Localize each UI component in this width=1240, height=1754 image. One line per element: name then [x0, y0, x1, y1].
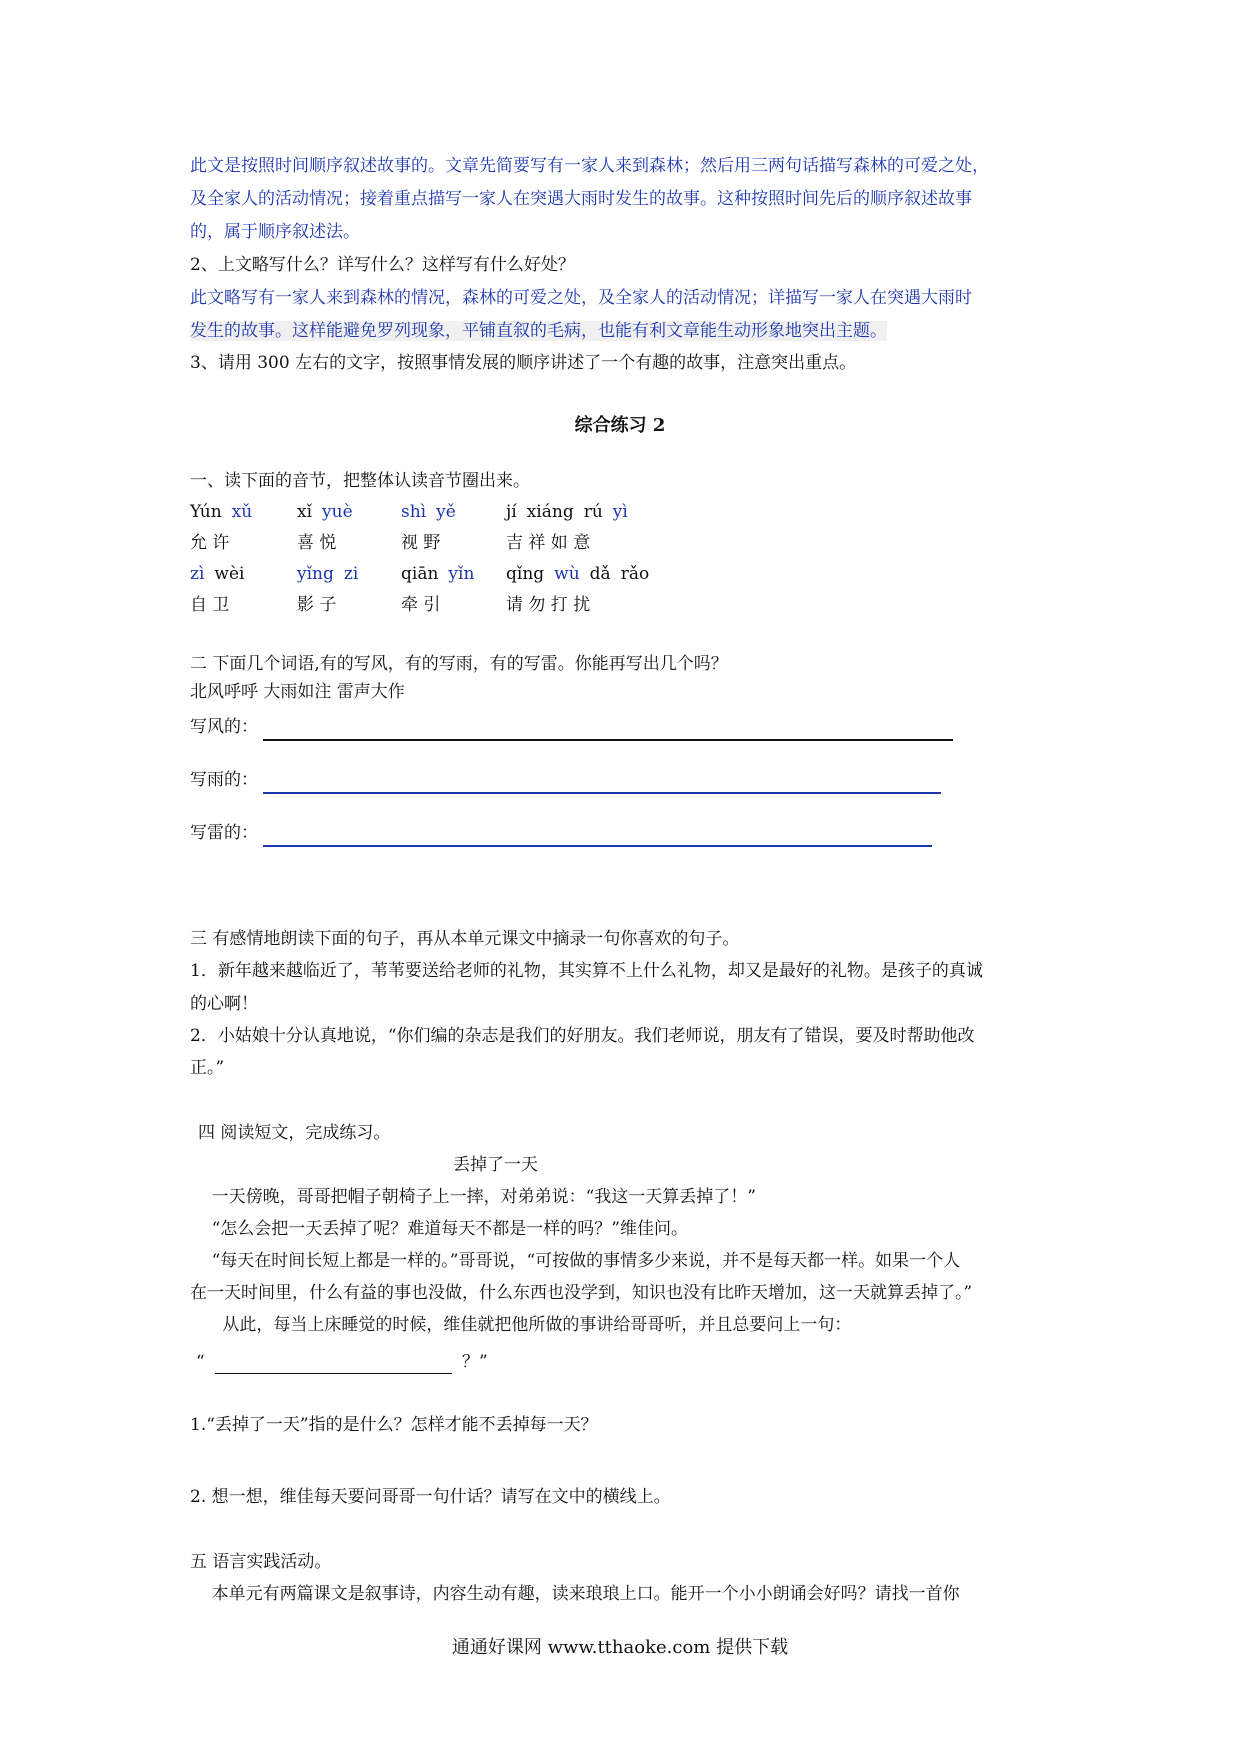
hanzi-cell [506, 528, 706, 559]
pinyin-syllable[interactable]: xiáng [526, 502, 574, 522]
hanzi-word: 视 野 [401, 533, 441, 553]
hanzi-word: 请 勿 打 扰 [506, 595, 591, 615]
pinyin-cell[interactable] [190, 559, 297, 590]
hanzi-cell [401, 590, 506, 621]
hanzi-word: 喜 悦 [297, 533, 337, 553]
answer-blank-line[interactable] [215, 1373, 452, 1374]
story-line: 一天傍晚，哥哥把帽子朝椅子上一摔，对弟弟说：“我这一天算丢掉了！” [190, 1187, 756, 1207]
answer-1-line: 此文是按照时间顺序叙述故事的。文章先简要写有一家人来到森林；然后用三两句话描写森林的可爱之处， [190, 156, 989, 176]
pinyin-syllable[interactable]: wù [554, 564, 580, 584]
section-title: 综合练习 2 [574, 415, 666, 436]
part1-heading: 一、读下面的音节，把整体认读音节圈出来。 [190, 471, 530, 491]
rain-words-field[interactable] [190, 765, 258, 795]
hanzi-row [190, 528, 706, 559]
pinyin-syllable[interactable]: jí [506, 502, 517, 522]
pinyin-cell[interactable] [506, 559, 706, 590]
hanzi-cell [297, 590, 401, 621]
part3-heading: 三 有感情地朗读下面的句子，再从本单元课文中摘录一句你喜欢的句子。 [190, 929, 740, 949]
thunder-words-field[interactable] [190, 818, 258, 848]
pinyin-syllable[interactable]: xǐ [297, 502, 313, 522]
rain-words-line[interactable] [263, 792, 941, 794]
pinyin-cell[interactable] [190, 497, 297, 528]
pinyin-row [190, 497, 706, 528]
page-footer: 通通好课网 www.tthaoke.com 提供下载 [451, 1637, 789, 1658]
part5-text: 本单元有两篇课文是叙事诗，内容生动有趣，读来琅琅上口。能开一个小小朗诵会好吗？请找一首你 [190, 1584, 960, 1604]
pinyin-cell[interactable] [297, 497, 401, 528]
answer-2-highlight: 发生的故事。这样能避免罗列现象，平铺直叙的毛病，也能有利文章能生动形象地突出主题。 [190, 321, 887, 341]
answer-1-line: 及全家人的活动情况；接着重点描写一家人在突遇大雨时发生的故事。这种按照时间先后的顺序叙述故事 [190, 189, 972, 209]
hanzi-cell [401, 528, 506, 559]
rain-words-label: 写雨的： [190, 770, 258, 790]
answer-1-line: 的，属于顺序叙述法。 [190, 222, 360, 242]
part2-examples: 北风呼呼 大雨如注 雷声大作 [190, 682, 405, 702]
pinyin-cell[interactable] [401, 497, 506, 528]
part3-line: 的心啊！ [190, 994, 258, 1014]
thunder-words-line[interactable] [263, 845, 932, 847]
hanzi-word: 吉 祥 如 意 [506, 533, 591, 553]
part4-question-2: 2. 想一想，维佳每天要问哥哥一句什话？请写在文中的横线上。 [190, 1487, 671, 1507]
part3-line: 正。” [190, 1058, 225, 1078]
hanzi-word: 影 子 [297, 595, 337, 615]
hanzi-cell [297, 528, 401, 559]
pinyin-syllable[interactable]: yǐng [297, 564, 334, 584]
pinyin-syllable[interactable]: shì [401, 502, 427, 522]
hanzi-word: 允 许 [190, 533, 230, 553]
pinyin-syllable[interactable]: xǔ [231, 502, 253, 522]
pinyin-rows [190, 497, 706, 621]
part3-line: 2．小姑娘十分认真地说，“你们编的杂志是我们的好朋友。我们老师说，朋友有了错误，要及时帮助他改 [190, 1026, 975, 1046]
wind-words-line[interactable] [263, 739, 953, 741]
pinyin-syllable[interactable]: yě [436, 502, 456, 522]
part4-heading: 四 阅读短文，完成练习。 [198, 1123, 391, 1143]
pinyin-cell[interactable] [506, 497, 706, 528]
blank-close-quote: ？” [462, 1352, 488, 1372]
answer-1 [190, 150, 1062, 249]
hanzi-cell [506, 590, 706, 621]
pinyin-syllable[interactable]: rǎo [620, 564, 650, 584]
pinyin-syllable[interactable]: zì [190, 564, 205, 584]
pinyin-syllable[interactable]: rú [583, 502, 603, 522]
part3-line: 1．新年越来越临近了，苇苇要送给老师的礼物，其实算不上什么礼物，却又是最好的礼物。是孩子的真诚 [190, 961, 983, 981]
pinyin-syllable[interactable]: dǎ [589, 564, 611, 584]
wind-words-field[interactable] [190, 712, 258, 742]
part5-heading: 五 语言实践活动。 [190, 1552, 332, 1572]
pinyin-syllable[interactable]: yǐn [448, 564, 475, 584]
pinyin-syllable[interactable]: yì [612, 502, 628, 522]
pinyin-syllable[interactable]: Yún [190, 502, 222, 522]
blank-open-quote: “ [196, 1352, 205, 1372]
hanzi-cell [190, 590, 297, 621]
hanzi-word: 牵 引 [401, 595, 441, 615]
story-title: 丢掉了一天 [453, 1155, 538, 1175]
wind-words-label: 写风的： [190, 717, 258, 737]
story-line: 在一天时间里，什么有益的事也没做，什么东西也没学到，知识也没有比昨天增加，这一天就算丢掉了。” [190, 1283, 973, 1303]
pinyin-syllable[interactable]: qiān [401, 564, 439, 584]
part4-question-1: 1.“丢掉了一天”指的是什么？怎样才能不丢掉每一天？ [190, 1415, 598, 1435]
thunder-words-label: 写雷的： [190, 823, 258, 843]
story-line: “每天在时间长短上都是一样的。”哥哥说，“可按做的事情多少来说，并不是每天都一样。如果一个人 [190, 1251, 961, 1271]
answer-2-line: 此文略写有一家人来到森林的情况，森林的可爱之处，及全家人的活动情况；详描写一家人在突遇大雨时 [190, 288, 972, 308]
pinyin-syllable[interactable]: zi [343, 564, 359, 584]
pinyin-row [190, 559, 706, 590]
pinyin-syllable[interactable]: yuè [322, 502, 353, 522]
question-3: 3、请用 300 左右的文字，按照事情发展的顺序讲述了一个有趣的故事，注意突出重点。 [190, 353, 857, 373]
pinyin-cell[interactable] [401, 559, 506, 590]
question-2: 2、上文略写什么？详写什么？这样写有什么好处？ [190, 255, 575, 275]
hanzi-word: 自 卫 [190, 595, 230, 615]
part2-heading: 二 下面几个词语,有的写风，有的写雨，有的写雷。你能再写出几个吗？ [190, 654, 728, 674]
pinyin-grid [190, 497, 706, 621]
answer-2-line [190, 315, 1062, 348]
pinyin-syllable[interactable]: qǐng [506, 564, 545, 584]
pinyin-syllable[interactable]: wèi [214, 564, 245, 584]
answer-2 [190, 282, 1062, 348]
story-line: 从此，每当上床睡觉的时候，维佳就把他所做的事讲给哥哥听，并且总要问上一句： [190, 1315, 852, 1335]
pinyin-cell[interactable] [297, 559, 401, 590]
hanzi-cell [190, 528, 297, 559]
hanzi-row [190, 590, 706, 621]
story-line: “怎么会把一天丢掉了呢？难道每天不都是一样的吗？”维佳问。 [190, 1219, 688, 1239]
